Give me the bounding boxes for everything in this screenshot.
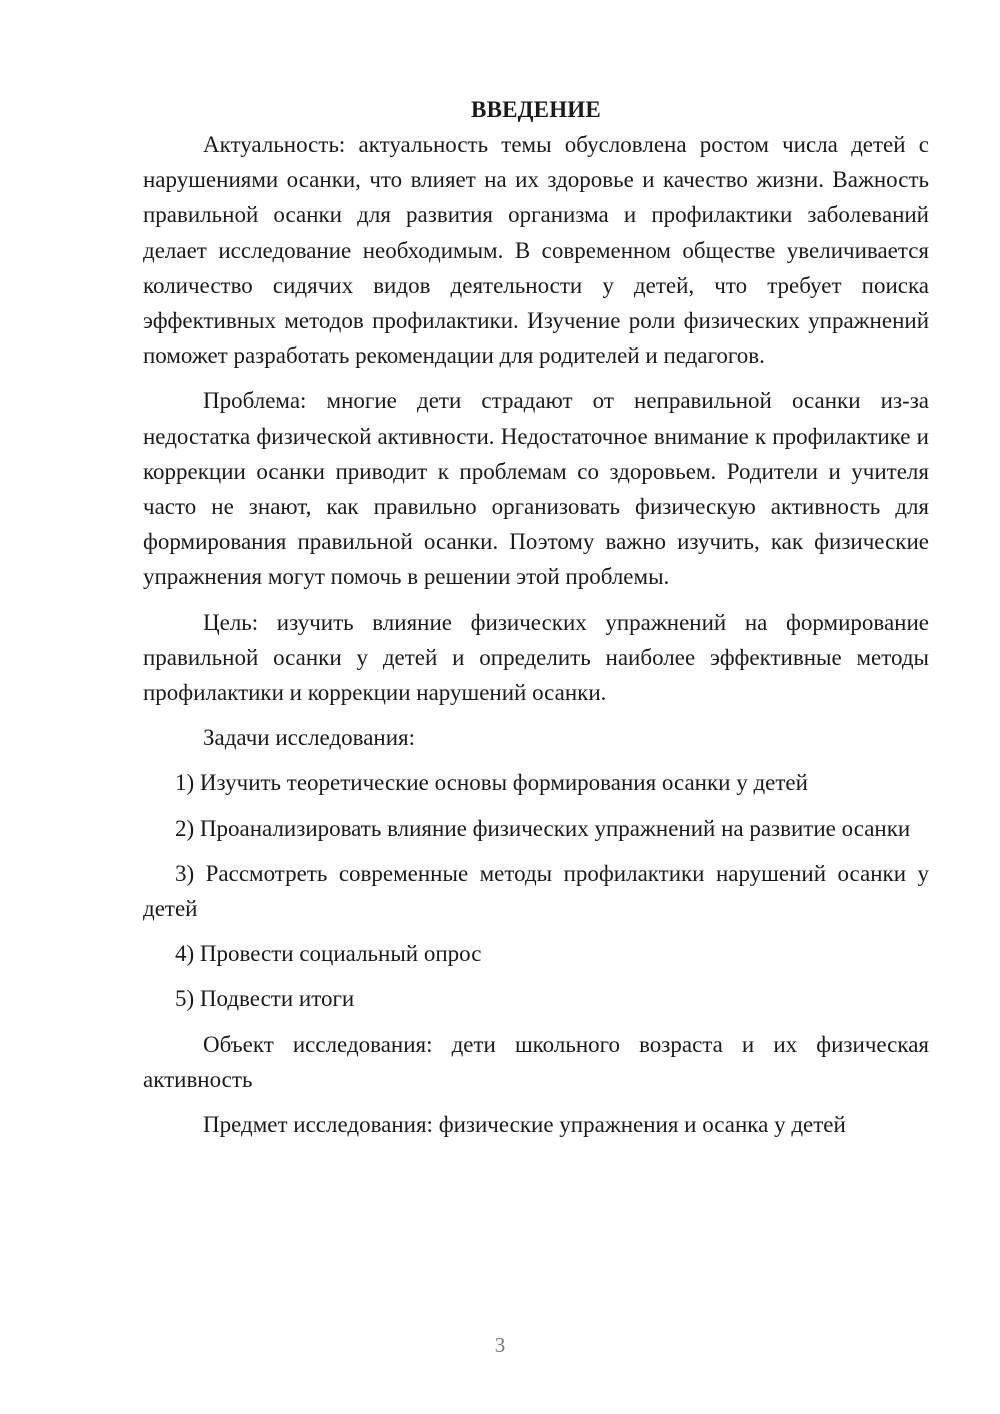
problem-paragraph: Проблема: многие дети страдают от неправильной осанки из-за недостатка физической активности. Недостаточное внимание к профилактике и коррекции осанки приводит к проблемам со здоровьем. Родители и учителя часто не знают, как правильно организовать физическую активность для формирования правильной осанки. Поэтому важно изучить, как физические упражнения могут помочь в решении этой проблемы. <box>143 388 929 590</box>
document-page <box>143 92 929 1142</box>
goal-paragraph: Цель: изучить влияние физических упражнений на формирование правильной осанки у детей и определить наиболее эффективные методы профилактики и коррекции нарушений осанки. <box>143 609 929 706</box>
subject-paragraph: Предмет исследования: физические упражнения и осанка у детей <box>203 1112 846 1138</box>
page-number: 3 <box>494 1333 506 1357</box>
relevance-paragraph: Актуальность: актуальность темы обусловлена ростом числа детей с нарушениями осанки, что влияет на их здоровье и качество жизни. Важность правильной осанки для развития организма и профилактики заболеваний делает исследование необходимым. В современном обществе увеличивается количество сидячих видов деятельности у детей, что требует поиска эффективных методов профилактики. Изучение роли физических упражнений поможет разработать рекомендации для родителей и педагогов. <box>143 132 929 369</box>
task-item-4: 4) Провести социальный опрос <box>175 941 482 967</box>
task-item-5: 5) Подвести итоги <box>175 986 355 1012</box>
tasks-title: Задачи исследования: <box>203 725 416 751</box>
task-item-2: 2) Проанализировать влияние физических упражнений на развитие осанки <box>175 815 911 841</box>
task-item-3: 3) Рассмотреть современные методы профилактики нарушений осанки у детей <box>143 860 929 922</box>
section-heading: ВВЕДЕНИЕ <box>471 97 601 122</box>
object-paragraph: Объект исследования: дети школьного возраста и их физическая активность <box>143 1031 929 1092</box>
task-item-1: 1) Изучить теоретические основы формирования осанки у детей <box>175 770 808 796</box>
